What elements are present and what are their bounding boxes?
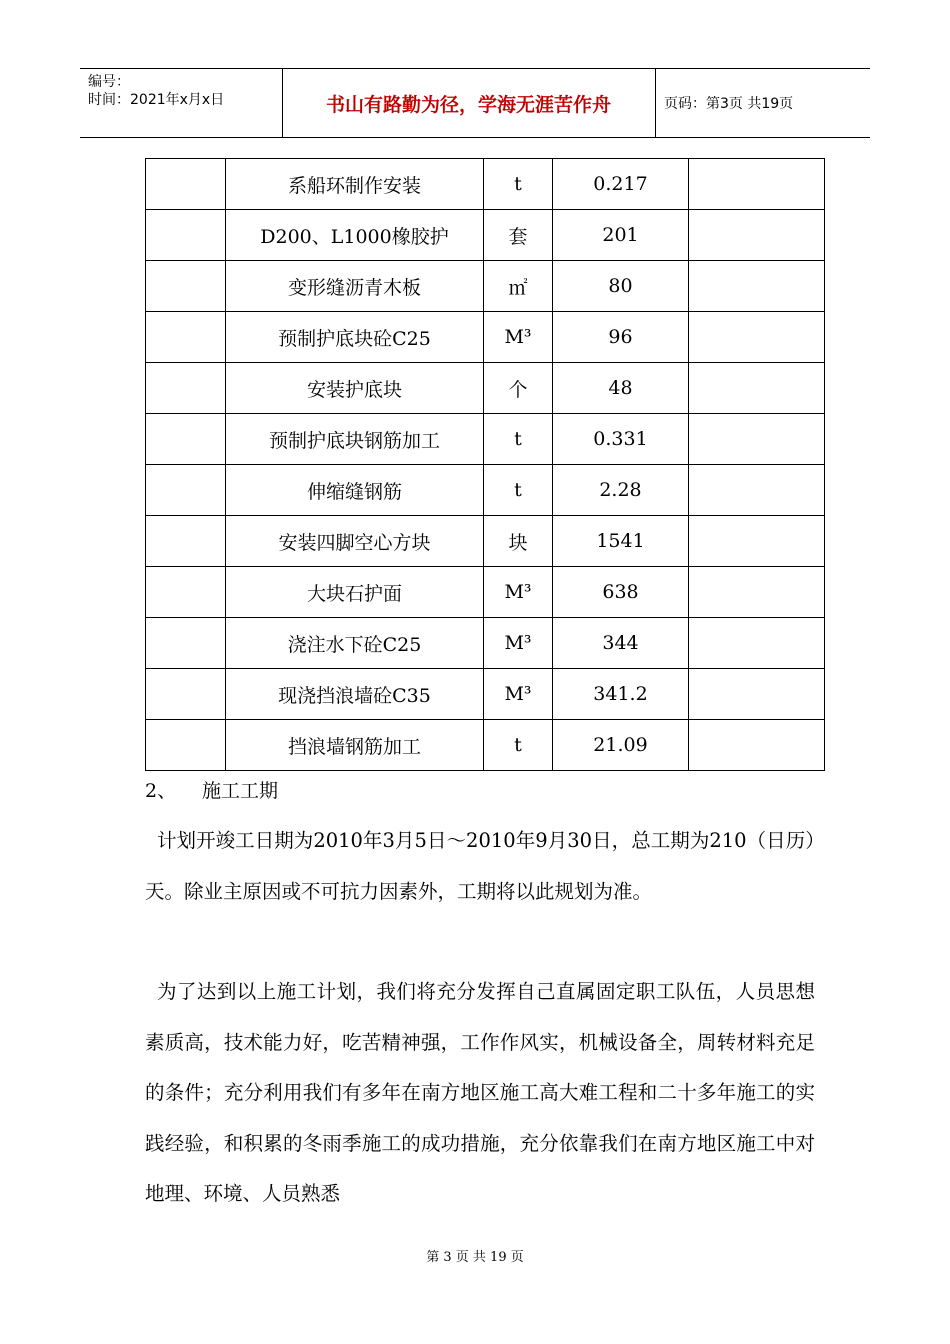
section-title: 施工工期 xyxy=(202,780,279,802)
header-page-cell xyxy=(656,69,870,137)
table-row xyxy=(146,210,825,261)
unit-cell: M³ xyxy=(484,567,553,618)
paragraph-schedule: 计划开竣工日期为2010年3月5日～2010年9月30日，总工期为210（日历）天。除业主原因或不可抗力因素外，工期将以此规划为准。 xyxy=(145,829,815,903)
header-motto: 书山有路勤为径，学海无涯苦作舟 xyxy=(325,93,611,116)
table-row xyxy=(146,720,825,771)
index-cell xyxy=(146,414,226,465)
header-meta-cell xyxy=(80,69,283,137)
table-row xyxy=(146,159,825,210)
index-cell xyxy=(146,720,226,771)
header-page-number: 页码：第3页 共19页 xyxy=(664,96,794,112)
remark-cell xyxy=(689,567,825,618)
paragraph-plan: 为了达到以上施工计划，我们将充分发挥自己直属固定职工队伍，人员思想素质高，技术能力好，吃苦精神强，工作作风实，机械设备全，周转材料充足的条件；充分利用我们有多年在南方地区施工高大难工程和二十多年施工的实践经验，和积累的冬雨季施工的成功措施，充分依靠我们在南方地区施工中对地理、环境、人员熟悉 xyxy=(145,980,815,1206)
item-name-cell: 伸缩缝钢筋 xyxy=(226,465,484,516)
index-cell xyxy=(146,210,226,261)
quantity-cell: 96 xyxy=(553,312,689,363)
unit-cell: ㎡ xyxy=(484,261,553,312)
remark-cell xyxy=(689,516,825,567)
item-name-cell: 安装四脚空心方块 xyxy=(226,516,484,567)
remark-cell xyxy=(689,312,825,363)
quantity-cell: 341.2 xyxy=(553,669,689,720)
item-name-cell: D200、L1000橡胶护 xyxy=(226,210,484,261)
item-name-cell: 安装护底块 xyxy=(226,363,484,414)
table-row xyxy=(146,567,825,618)
quantity-cell: 201 xyxy=(553,210,689,261)
unit-cell: 块 xyxy=(484,516,553,567)
index-cell xyxy=(146,516,226,567)
table-row xyxy=(146,516,825,567)
unit-cell: 套 xyxy=(484,210,553,261)
unit-cell: t xyxy=(484,720,553,771)
index-cell xyxy=(146,363,226,414)
quantity-table-body xyxy=(146,159,825,771)
index-cell xyxy=(146,261,226,312)
table-row xyxy=(146,414,825,465)
item-name-cell: 大块石护面 xyxy=(226,567,484,618)
table-row xyxy=(146,312,825,363)
remark-cell xyxy=(689,618,825,669)
quantity-cell: 638 xyxy=(553,567,689,618)
quantity-cell: 0.331 xyxy=(553,414,689,465)
table-row xyxy=(146,261,825,312)
index-cell xyxy=(146,465,226,516)
quantity-cell: 21.09 xyxy=(553,720,689,771)
unit-cell: t xyxy=(484,465,553,516)
serial-number-label: 编号： xyxy=(88,74,130,90)
page-header xyxy=(80,68,870,138)
item-name-cell: 浇注水下砼C25 xyxy=(226,618,484,669)
index-cell xyxy=(146,669,226,720)
quantity-table xyxy=(145,158,825,771)
remark-cell xyxy=(689,414,825,465)
index-cell xyxy=(146,567,226,618)
index-cell xyxy=(146,618,226,669)
unit-cell: t xyxy=(484,414,553,465)
remark-cell xyxy=(689,669,825,720)
item-name-cell: 挡浪墙钢筋加工 xyxy=(226,720,484,771)
section-number: 2、 xyxy=(145,780,177,802)
table-row xyxy=(146,465,825,516)
quantity-cell: 48 xyxy=(553,363,689,414)
quantity-cell: 80 xyxy=(553,261,689,312)
index-cell xyxy=(146,312,226,363)
section-heading xyxy=(145,776,278,806)
item-name-cell: 现浇挡浪墙砼C35 xyxy=(226,669,484,720)
quantity-cell: 344 xyxy=(553,618,689,669)
quantity-cell: 1541 xyxy=(553,516,689,567)
item-name-cell: 预制护底块钢筋加工 xyxy=(226,414,484,465)
unit-cell: M³ xyxy=(484,618,553,669)
item-name-cell: 变形缝沥青木板 xyxy=(226,261,484,312)
page-footer: 第 3 页 共 19 页 xyxy=(426,1250,524,1265)
quantity-cell: 0.217 xyxy=(553,159,689,210)
remark-cell xyxy=(689,363,825,414)
remark-cell xyxy=(689,210,825,261)
table-row xyxy=(146,618,825,669)
date-label: 时间：2021年x月x日 xyxy=(88,92,225,108)
index-cell xyxy=(146,159,226,210)
item-name-cell: 系船环制作安装 xyxy=(226,159,484,210)
unit-cell: M³ xyxy=(484,312,553,363)
remark-cell xyxy=(689,159,825,210)
remark-cell xyxy=(689,465,825,516)
unit-cell: M³ xyxy=(484,669,553,720)
remark-cell xyxy=(689,261,825,312)
table-row xyxy=(146,669,825,720)
unit-cell: 个 xyxy=(484,363,553,414)
header-motto-cell xyxy=(282,69,656,137)
quantity-cell: 2.28 xyxy=(553,465,689,516)
unit-cell: t xyxy=(484,159,553,210)
table-row xyxy=(146,363,825,414)
item-name-cell: 预制护底块砼C25 xyxy=(226,312,484,363)
remark-cell xyxy=(689,720,825,771)
